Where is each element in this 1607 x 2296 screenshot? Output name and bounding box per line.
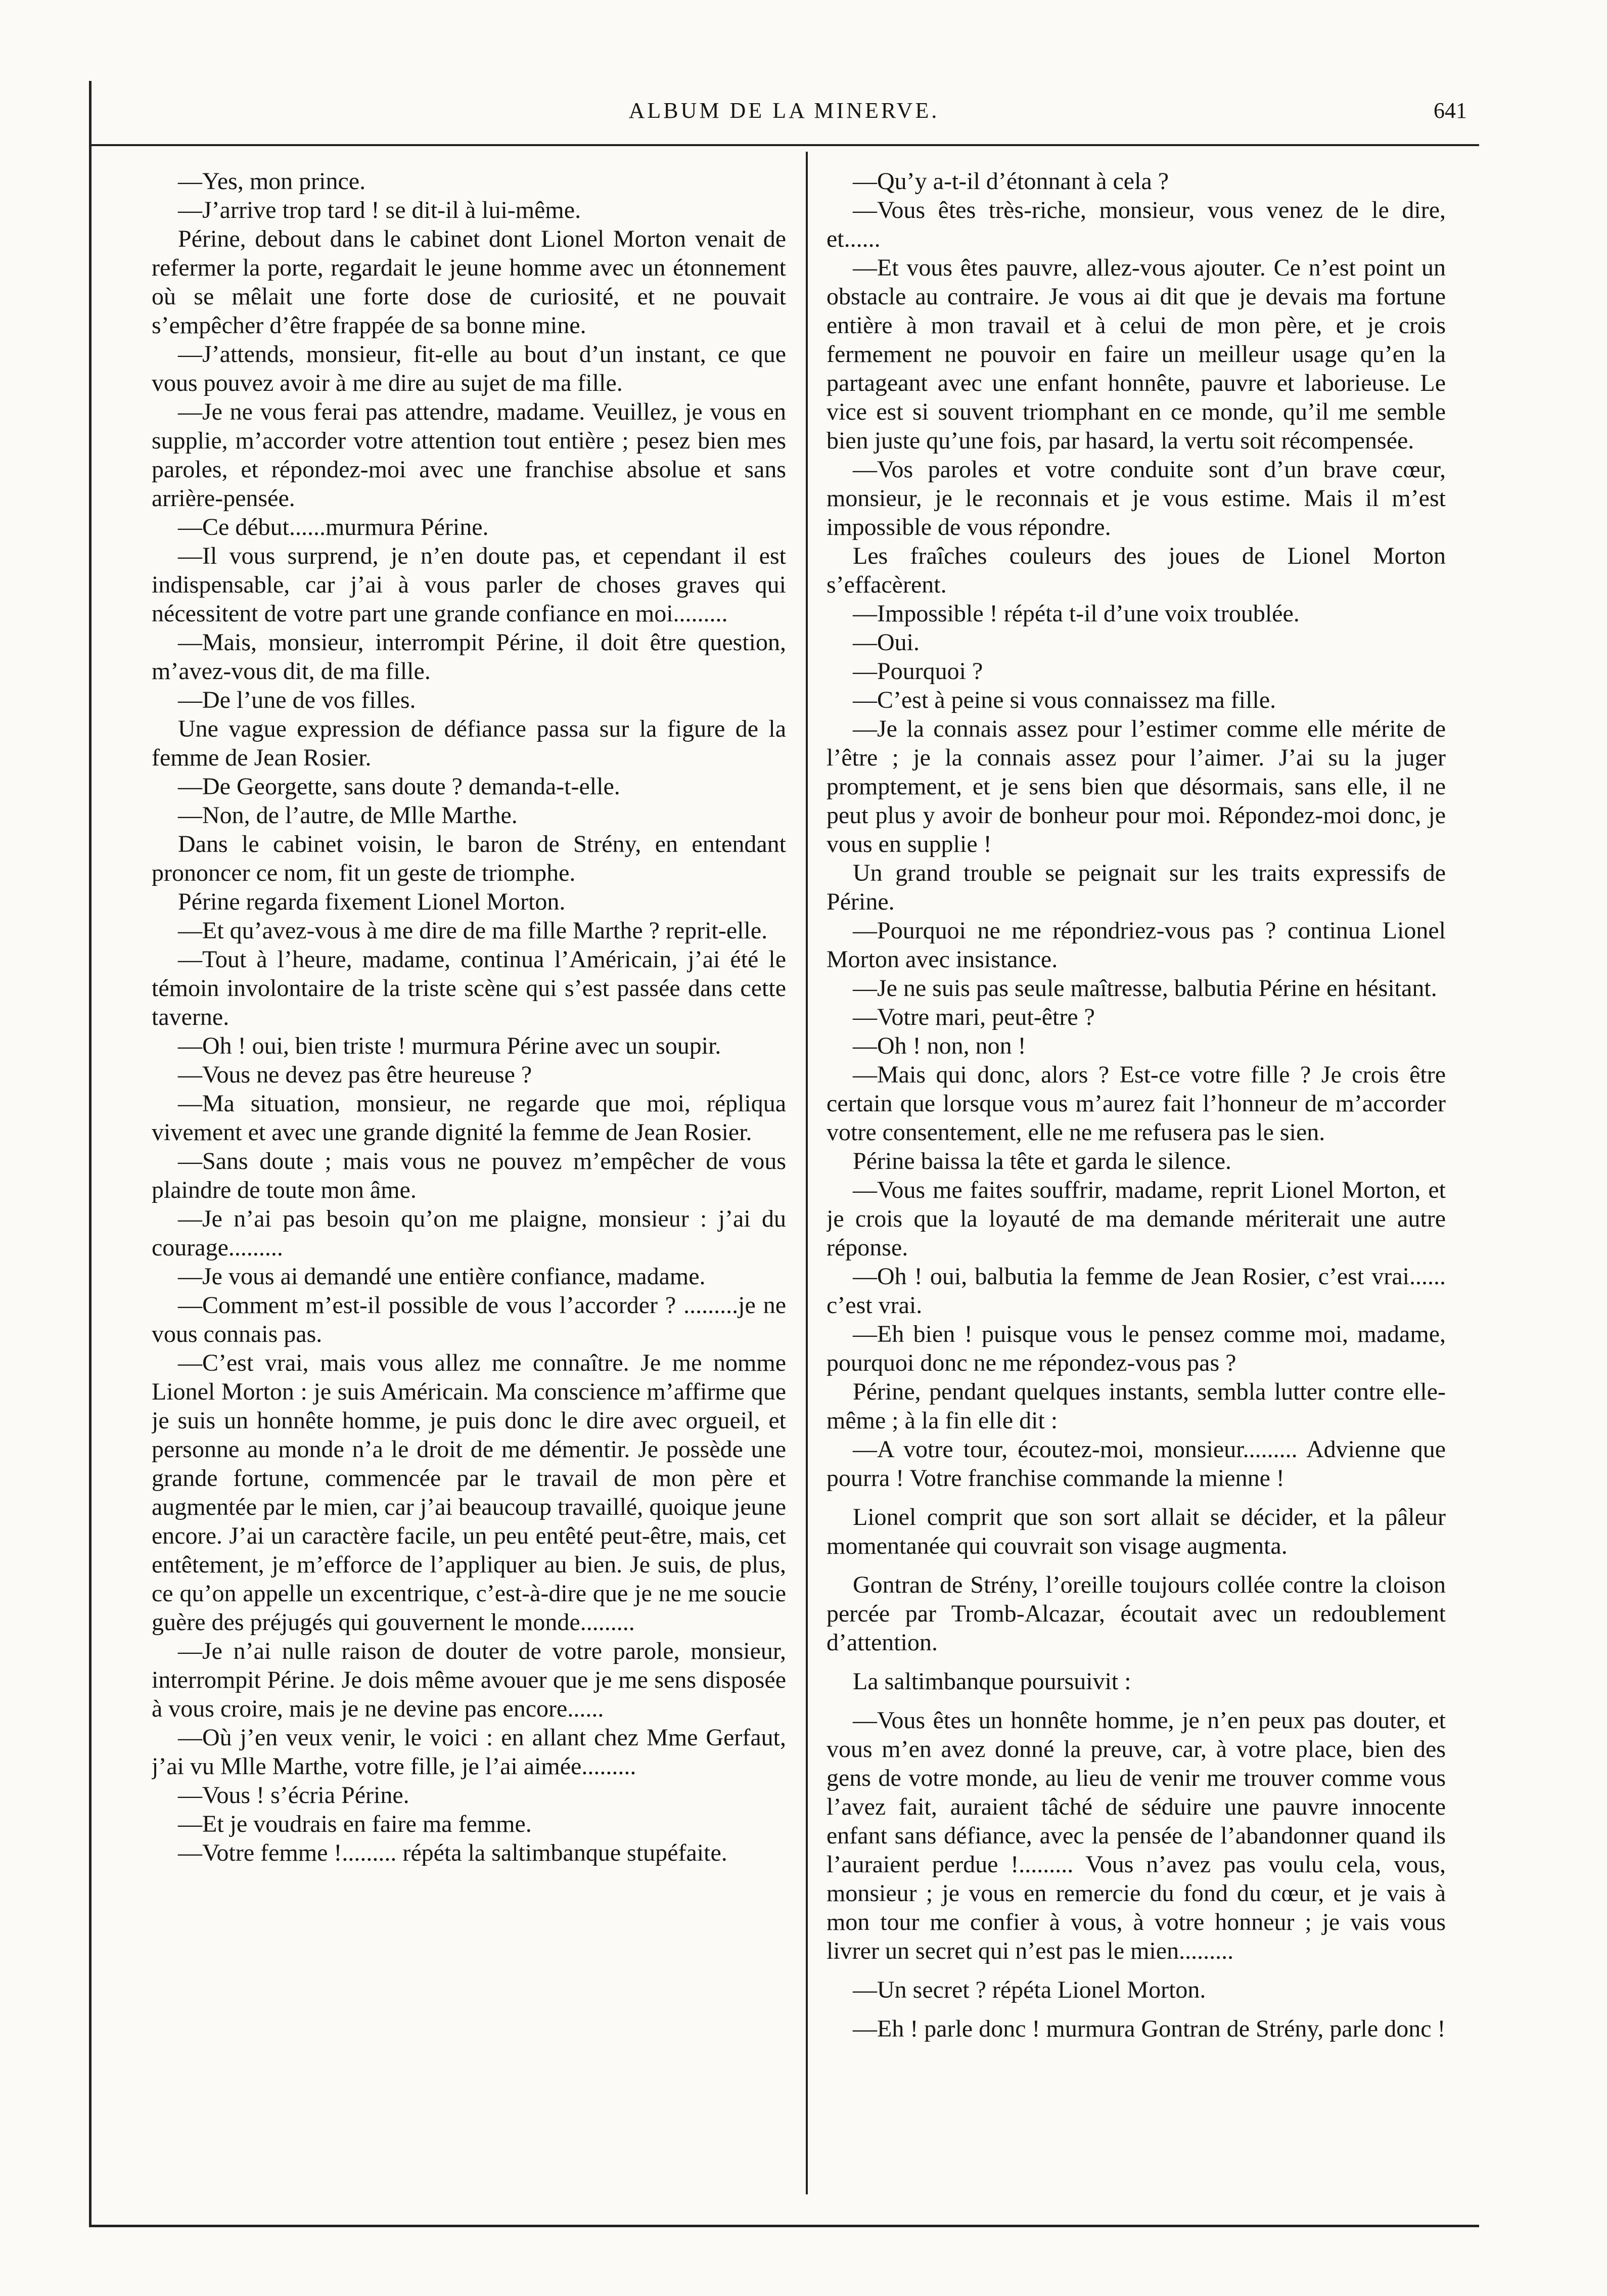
paragraph: —Ce début......murmura Périne. [178,514,489,541]
paragraph: —Yes, mon prince. [178,168,366,195]
paragraph: —Votre mari, peut-être ? [853,1004,1095,1030]
paragraph: —Où j’en veux venir, le voici : en allant chez Mme Gerfaut, j’ai vu Mlle Marthe, votre fille, je l’ai aimée......... [152,1724,786,1780]
paragraph: Périne, debout dans le cabinet dont Lionel Morton venait de refermer la porte, regardait le jeune homme avec un étonnement où se mêlait une forte dose de curiosité, et ne pouvait s’empêcher d’être frappée de sa bonne mine. [152,226,786,339]
paragraph: —De Georgette, sans doute ? demanda-t-elle. [178,773,620,800]
paragraph: —C’est vrai, mais vous allez me connaître. Je me nomme Lionel Morton : je suis Américain. Ma conscience m’affirme que je suis un honnête homme, je puis donc le dire avec orgueil, et personne au monde n’a le droit de me démentir. Je possède une grande fortune, commencée par le travail de mon père et augmentée par le mien, car j’ai beaucoup travaillé, quoique jeune encore. J’ai un caractère facile, un peu entêté peut-être, mais, cet entêtement, je m’efforce de l’appliquer au bien. Je suis, de plus, ce qu’on appelle un excentrique, c’est-à-dire que je ne me soucie guère des préjugés qui gouvernent le monde......... [152,1349,786,1636]
header-title: ALBUM DE LA MINERVE. [628,98,940,123]
paragraph: —Je n’ai pas besoin qu’on me plaigne, monsieur : j’ai du courage......... [152,1205,786,1261]
paragraph: Une vague expression de défiance passa sur la figure de la femme de Jean Rosier. [152,715,786,771]
paragraph: Un grand trouble se peignait sur les traits expressifs de Périne. [827,860,1446,915]
paragraph: —C’est à peine si vous connaissez ma fille. [853,687,1276,713]
paragraph: Périne, pendant quelques instants, sembla lutter contre elle-même ; à la fin elle dit : [827,1378,1446,1434]
page-header [89,88,1479,146]
paragraph: —Et vous êtes pauvre, allez-vous ajouter. Ce n’est point un obstacle au contraire. Je vous ai dit que je devais ma fortune entière à mon travail et à celui de mon père, et je crois fermement ne pouvoir en faire un meilleur usage qu’en la partageant avec une enfant honnête, pauvre et laborieuse. Le vice est si souvent triomphant en ce monde, qu’il me semble bien juste qu’une fois, par hasard, la vertu soit récompensée. [827,254,1446,454]
paragraph: —Je la connais assez pour l’estimer comme elle mérite de l’être ; je la connais assez pour l’aimer. J’ai su la juger promptement, et je sens bien que désormais, sans elle, il ne peut plus y avoir de bonheur pour moi. Répondez-moi donc, je vous en supplie ! [827,715,1446,858]
paragraph: Lionel comprit que son sort allait se décider, et la pâleur momentanée qui couvrait son visage augmenta. [827,1504,1446,1559]
paragraph: Gontran de Strény, l’oreille toujours collée contre la cloison percée par Tromb-Alcazar, écoutait avec un redoublement d’attention. [827,1571,1446,1656]
paragraph: —Vous ne devez pas être heureuse ? [178,1061,532,1088]
paragraph: La saltimbanque poursuivit : [853,1668,1131,1695]
paragraph: —Qu’y a-t-il d’étonnant à cela ? [853,168,1169,195]
paragraph: —Mais qui donc, alors ? Est-ce votre fille ? Je crois être certain que lorsque vous m’aurez fait l’honneur de m’accorder votre consentement, elle ne me refusera pas le sien. [827,1061,1446,1146]
paragraph: —Oh ! oui, balbutia la femme de Jean Rosier, c’est vrai...... c’est vrai. [827,1263,1446,1319]
paragraph: —Vous êtes très-riche, monsieur, vous venez de le dire, et...... [827,197,1446,252]
paragraph: —Eh bien ! puisque vous le pensez comme moi, madame, pourquoi donc ne me répondez-vous pas ? [827,1321,1446,1376]
paragraph: —Vous êtes un honnête homme, je n’en peux pas douter, et vous m’en avez donné la preuve, car, à votre place, bien des gens de votre monde, au lieu de venir me trouver comme vous l’avez fait, auraient tâché de séduire une pauvre innocente enfant sans défiance, avec la pensée de l’abandonner quand ils l’auraient perdue !......... Vous n’avez pas voulu cela, vous, monsieur ; je vous en remercie du fond du cœur, et je vais à mon tour me confier à vous, à votre honneur ; je vais vous livrer un secret qui n’est pas le mien......... [827,1707,1446,1964]
page-number: 641 [1434,98,1467,123]
paragraph: —Et qu’avez-vous à me dire de ma fille Marthe ? reprit-elle. [178,917,768,944]
paragraph: —De l’une de vos filles. [178,687,416,713]
paragraph: —Pourquoi ? [853,658,983,685]
paragraph: Périne regarda fixement Lionel Morton. [178,888,566,915]
paragraph: —Je n’ai nulle raison de douter de votre parole, monsieur, interrompit Périne. Je dois même avouer que je me sens disposée à vous croire, mais je ne devine pas encore...... [152,1638,786,1722]
left-column [152,167,786,2164]
paragraph: —Impossible ! répéta t-il d’une voix troublée. [853,600,1300,627]
paragraph: —Vous me faites souffrir, madame, reprit Lionel Morton, et je crois que la loyauté de ma demande mériterait une autre réponse. [827,1177,1446,1261]
paragraph: —J’arrive trop tard ! se dit-il à lui-même. [178,197,581,223]
paragraph: —Comment m’est-il possible de vous l’accorder ? .........je ne vous connais pas. [152,1292,786,1347]
paragraph: Périne baissa la tête et garda le silence. [853,1148,1231,1175]
paragraph: —Je ne suis pas seule maîtresse, balbutia Périne en hésitant. [853,975,1437,1002]
paragraph: —Non, de l’autre, de Mlle Marthe. [178,802,518,829]
paragraph: —Mais, monsieur, interrompit Périne, il doit être question, m’avez-vous dit, de ma fille. [152,629,786,685]
paragraph: —Je ne vous ferai pas attendre, madame. Veuillez, je vous en supplie, m’accorder votre attention tout entière ; pesez bien mes paroles, et répondez-moi avec une franchise absolue et sans arrière-pensée. [152,398,786,512]
paragraph: —A votre tour, écoutez-moi, monsieur......... Advienne que pourra ! Votre franchise commande la mienne ! [827,1436,1446,1492]
paragraph: —Eh ! parle donc ! murmura Gontran de Strény, parle donc ! [853,2015,1446,2042]
paragraph: —Pourquoi ne me répondriez-vous pas ? continua Lionel Morton avec insistance. [827,917,1446,973]
paragraph: Les fraîches couleurs des joues de Lionel Morton s’effacèrent. [827,543,1446,598]
paragraph: —Vous ! s’écria Périne. [178,1782,409,1809]
paragraph: —Oh ! oui, bien triste ! murmura Périne avec un soupir. [178,1032,721,1059]
column-divider [806,152,808,2194]
paragraph: Dans le cabinet voisin, le baron de Strény, en entendant prononcer ce nom, fit un geste de triomphe. [152,831,786,886]
paragraph: —Oh ! non, non ! [853,1032,1026,1059]
right-column [827,167,1446,2164]
paragraph: —Je vous ai demandé une entière confiance, madame. [178,1263,706,1290]
paragraph: —Vos paroles et votre conduite sont d’un brave cœur, monsieur, je le reconnais et je vous estime. Mais il m’est impossible de vous répondre. [827,456,1446,541]
paragraph: —Tout à l’heure, madame, continua l’Américain, j’ai été le témoin involontaire de la triste scène qui s’est passée dans cette taverne. [152,946,786,1030]
paragraph: —Et je voudrais en faire ma femme. [178,1811,532,1837]
paragraph: —Ma situation, monsieur, ne regarde que moi, répliqua vivement et avec une grande dignité la femme de Jean Rosier. [152,1090,786,1146]
paragraph: —Il vous surprend, je n’en doute pas, et cependant il est indispensable, car j’ai à vous parler de choses graves qui nécessitent de votre part une grande confiance en moi......... [152,543,786,627]
paragraph: —Un secret ? répéta Lionel Morton. [853,1976,1206,2003]
paragraph: —J’attends, monsieur, fit-elle au bout d’un instant, ce que vous pouvez avoir à me dire au sujet de ma fille. [152,341,786,396]
paragraph: —Sans doute ; mais vous ne pouvez m’empêcher de vous plaindre de toute mon âme. [152,1148,786,1203]
paragraph: —Votre femme !......... répéta la saltimbanque stupéfaite. [178,1839,727,1866]
paragraph: —Oui. [853,629,920,656]
